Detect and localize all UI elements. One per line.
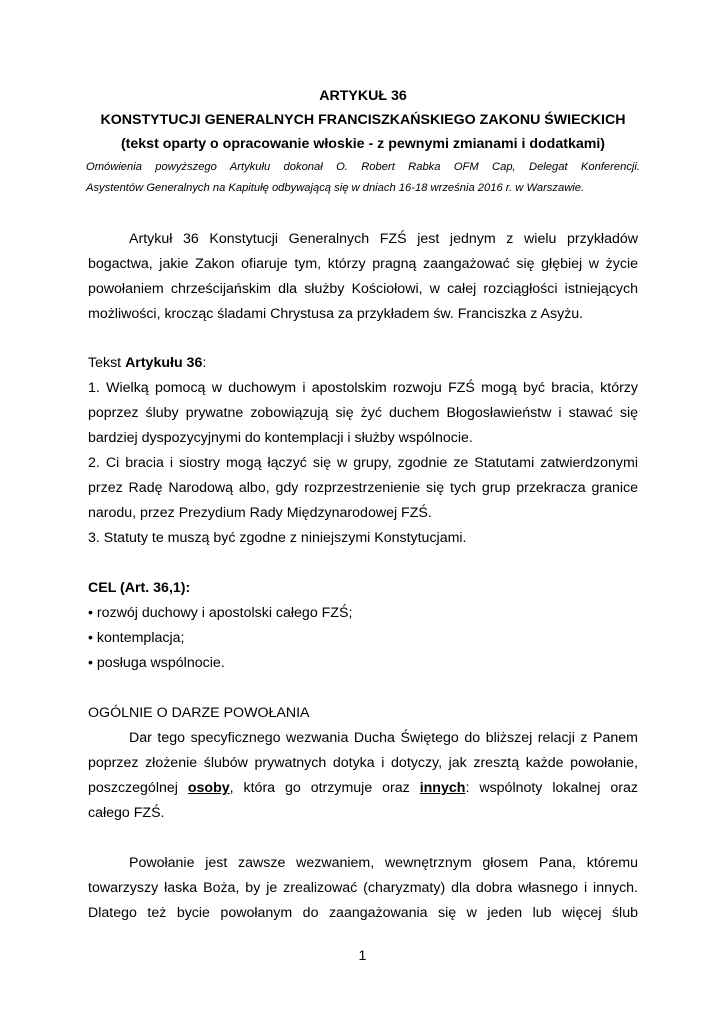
intro-line: bogactwa, jakie Zakon ofiaruje tym, którzy pragną zaangażować się głębiej w życie [88,256,638,272]
vocation-heading: OGÓLNIE O DARZE POWOŁANIA [88,705,310,721]
page-number: 1 [358,948,367,964]
intro-line: powołaniem chrześcijańskim dla służby Kościołowi, w całej rozciągłości istniejących [88,281,638,297]
goal-item: • rozwój duchowy i apostolski całego FZŚ; [88,605,353,621]
author-note-line: Asystentów Generalnych na Kapitułę odbywającą się w dniach 16-18 września 2016 r. w Warszawie. [86,182,585,194]
vocation-line: całego FZŚ. [88,805,165,821]
calling-line: Dlatego też bycie powołanym do zaangażowania się w jeden lub więcej ślub [88,905,638,921]
emphasis-others: innych [419,780,466,796]
article-line: 3. Statuty te muszą być zgodne z niniejszymi Konstytucjami. [88,530,467,546]
vocation-line: poprzez złożenie ślubów prywatnych dotyka i dotyczy, jak zresztą każde powołanie, [88,755,638,771]
vocation-line: poszczególnej osoby, która go otrzymuje oraz innych: wspólnoty lokalnej oraz [88,780,638,796]
article-line: narodu, przez Prezydium Rady Międzynarodowej FZŚ. [88,505,432,521]
article-text-label: Tekst Artykułu 36: [88,355,207,371]
calling-line: Powołanie jest zawsze wezwaniem, wewnętrznym głosem Pana, któremu [129,855,638,871]
emphasis-person: osoby [187,780,230,796]
intro-line: Artykuł 36 Konstytucji Generalnych FZŚ jest jednym z wielu przykładów [129,231,638,247]
document-title: ARTYKUŁ 36 [319,88,407,104]
vocation-line: Dar tego specyficznego wezwania Ducha Świętego do bliższej relacji z Panem [129,730,638,746]
author-note-line: Omówienia powyższego Artykułu dokonał O. Robert Rabka OFM Cap, Delegat Konferencji. [86,161,640,173]
goal-heading: CEL (Art. 36,1): [88,580,191,596]
intro-line: możliwości, krocząc śladami Chrystusa za przykładem św. Franciszka z Asyżu. [88,306,584,322]
document-subtitle-note: (tekst oparty o opracowanie włoskie - z pewnymi zmianami i dodatkami) [120,136,606,152]
document-subtitle: KONSTYTUCJI GENERALNYCH FRANCISZKAŃSKIEGO ZAKONU ŚWIECKICH [100,112,626,128]
article-line: bardziej dyspozycyjnymi do kontemplacji i służby wspólnocie. [88,430,473,446]
article-line: przez Radę Narodową albo, gdy rozprzestrzenienie się tych grup przekracza granice [88,480,638,496]
goal-item: • kontemplacja; [88,630,185,646]
article-line: 2. Ci bracia i siostry mogą łączyć się w grupy, zgodnie ze Statutami zatwierdzonymi [88,455,638,471]
article-line: poprzez śluby prywatne zobowiązują się żyć duchem Błogosławieństw i stawać się [88,405,638,421]
calling-line: towarzyszy łaska Boża, by je zrealizować (charyzmaty) dla dobra własnego i innych. [88,880,638,896]
article-line: 1. Wielką pomocą w duchowym i apostolskim rozwoju FZŚ mogą być bracia, którzy [88,380,638,396]
goal-item: • posługa wspólnocie. [88,655,225,671]
